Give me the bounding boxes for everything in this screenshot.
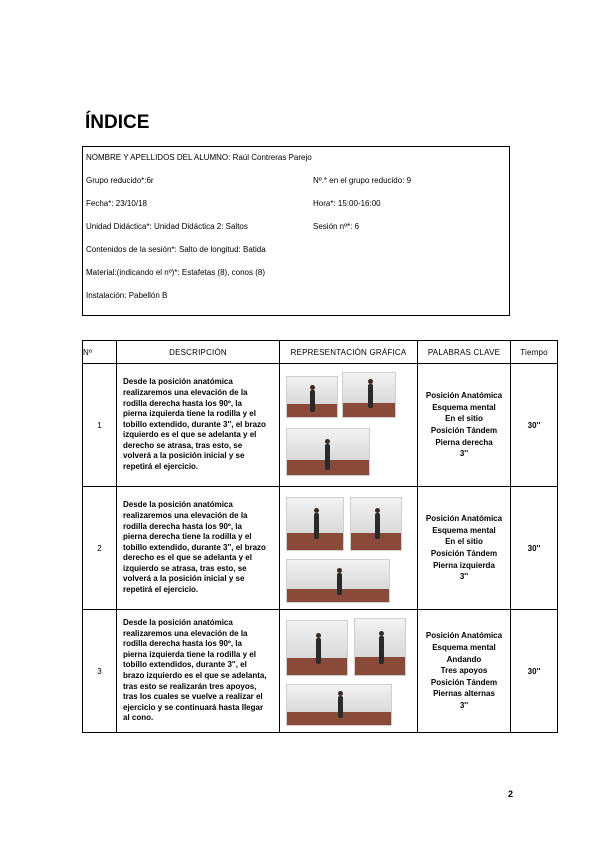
desc-line: tras los cuales se vuelve a realizar el: [123, 692, 263, 702]
student-info-box: [82, 146, 510, 316]
desc-line: pierna izquierda tiene la rodilla y el: [123, 649, 256, 659]
desc-line: volverá a la posición inicial y se: [123, 574, 245, 584]
desc-line: tobillo extendidos, durante 3'', el: [123, 660, 247, 670]
keyword: Posición Anatómica: [425, 391, 503, 401]
date-field: Fecha*: 23/10/18: [86, 199, 147, 208]
desc-line: realizaremos una elevación de la: [123, 510, 248, 520]
page-number: 2: [508, 789, 514, 799]
header-description: DESCRIPCIÓN: [117, 341, 280, 364]
desc-line: brazo izquierdo es el que se adelanta,: [123, 671, 267, 680]
exercise-photo: [350, 497, 402, 551]
exercise-photo: [354, 618, 406, 676]
desc-line: rodilla derecha hasta los 90º, la: [123, 521, 242, 531]
row-description: [117, 610, 280, 733]
row-keywords: [418, 487, 511, 610]
desc-line: Desde la posición anatómica: [123, 500, 233, 510]
row-time: 30'': [511, 364, 558, 487]
keyword: Esquema mental: [432, 525, 496, 535]
table-header-row: [83, 341, 558, 364]
desc-line: pierna izquierda tiene la rodilla y el: [123, 409, 256, 419]
desc-line: Desde la posición anatómica: [123, 377, 233, 387]
student-name: NOMBRE Y APELLIDOS DEL ALUMNO: Raúl Contreras Parejo: [86, 153, 312, 162]
row-time: 30'': [511, 610, 558, 733]
exercise-photo: [342, 372, 396, 418]
page-title: ÍNDICE: [85, 112, 150, 133]
desc-line: pierna derecha tiene la rodilla y el: [123, 532, 252, 542]
group-number-field: Nº.* en el grupo reducido: 9: [313, 176, 412, 185]
row-description: [117, 364, 280, 487]
keyword: 3'': [459, 700, 469, 710]
desc-line: rodilla derecha hasta los 90º, la: [123, 398, 242, 408]
row-time: 30'': [511, 487, 558, 610]
row-number: 1: [83, 364, 117, 487]
desc-line: realizaremos una elevación de la: [123, 387, 248, 397]
desc-line: Desde la posición anatómica: [123, 618, 233, 628]
facility-field: Instalación: Pabellón B: [86, 291, 168, 300]
keyword: Posición Tándem: [430, 549, 498, 558]
keyword: Posición Anatómica: [425, 631, 503, 641]
row-keywords: [418, 364, 511, 487]
keyword: Posición Tándem: [430, 426, 498, 435]
desc-line: tobillo extendido, durante 3'', el brazo: [123, 419, 266, 429]
row-number: 3: [83, 610, 117, 733]
row-number: 2: [83, 487, 117, 610]
keyword: Andando: [446, 654, 482, 664]
table-row: [83, 487, 558, 610]
row-graphics: [280, 487, 418, 610]
time-field: Hora*: 15:00-16:00: [313, 199, 381, 208]
header-representation: REPRESENTACIÓN GRÁFICA: [280, 341, 418, 364]
desc-line: izquierdo es el que se adelanta y el: [123, 430, 257, 440]
desc-line: izquierdo se atrasa, tras esto, se: [123, 563, 247, 573]
keyword: En el sitio: [445, 537, 483, 547]
keyword: Posición Tándem: [430, 677, 498, 687]
keyword: Piernas alternas: [433, 689, 495, 699]
exercise-photo: [286, 620, 348, 676]
desc-line: al cono.: [123, 713, 154, 723]
desc-line: ejercicio y se continuará hasta llegar: [123, 702, 264, 712]
material-field: Material:(indicando el nº)*: Estafetas (8), conos (8): [86, 268, 265, 277]
desc-line: volverá a la posición inicial y se: [123, 451, 245, 461]
desc-line: derecho se atrasa, tras esto, se: [123, 440, 243, 450]
header-time: Tiempo: [511, 341, 558, 364]
group-field: Grupo reducido*:6r: [86, 176, 154, 185]
table-row: [83, 610, 558, 733]
desc-line: tras esto se realizarán tres apoyos,: [123, 681, 257, 691]
keyword: 3'': [459, 449, 469, 459]
desc-line: derecho es el que se adelanta y el: [123, 553, 252, 563]
session-field: Sesión nº*: 6: [313, 222, 360, 231]
row-keywords: [418, 610, 511, 733]
exercise-photo: [286, 376, 338, 418]
exercise-photo: [286, 497, 344, 551]
table-row: [83, 364, 558, 487]
header-num: Nº: [83, 341, 117, 364]
keyword: Tres apoyos: [440, 666, 488, 676]
contents-field: Contenidos de la sesión*: Salto de longitud: Batida: [86, 245, 266, 254]
keyword: Esquema mental: [432, 643, 496, 653]
keyword: Esquema mental: [432, 402, 496, 412]
keyword: Pierna derecha: [435, 437, 493, 447]
row-graphics: [280, 610, 418, 733]
exercise-photo: [286, 559, 390, 603]
keyword: Posición Anatómica: [425, 514, 503, 524]
desc-line: rodilla derecha hasta los 90º, la: [123, 639, 242, 649]
row-graphics: [280, 364, 418, 487]
keyword: Pierna izquierda: [433, 560, 495, 570]
unit-field: Unidad Didáctica*: Unidad Didáctica 2: Saltos: [86, 222, 248, 231]
row-description: [117, 487, 280, 610]
header-keywords: PALABRAS CLAVE: [418, 341, 511, 364]
desc-line: realizaremos una elevación de la: [123, 628, 248, 638]
exercise-photo: [286, 428, 370, 476]
desc-line: tobillo extendido, durante 3'', el brazo: [123, 542, 266, 552]
keyword: En el sitio: [445, 414, 483, 424]
desc-line: repetirá el ejercicio.: [123, 462, 199, 472]
desc-line: repetirá el ejercicio.: [123, 585, 199, 595]
keyword: 3'': [459, 572, 469, 582]
exercise-photo: [286, 684, 392, 726]
exercise-table: [82, 340, 558, 733]
